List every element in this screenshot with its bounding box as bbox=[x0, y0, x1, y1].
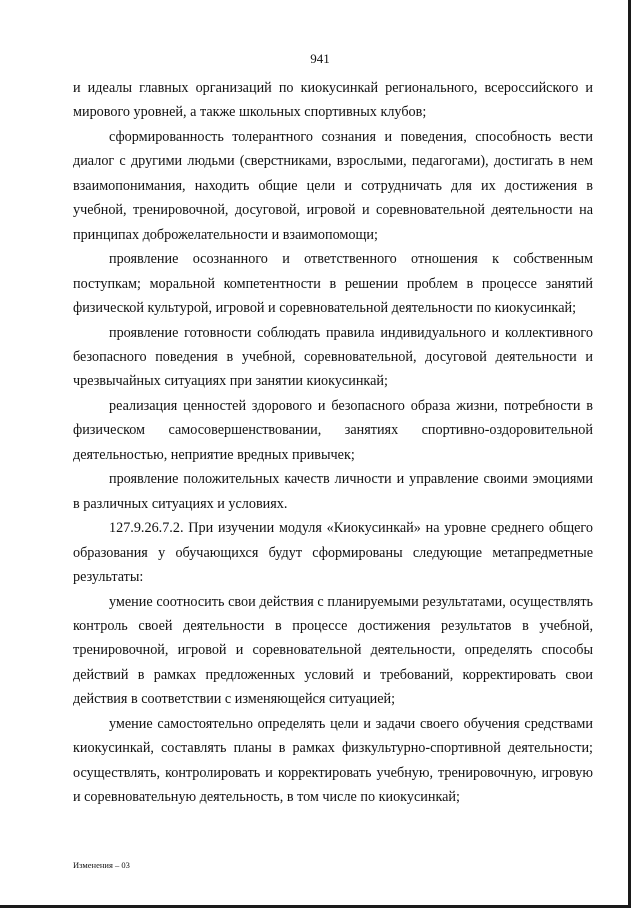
footer-revision: Изменения – 03 bbox=[73, 860, 130, 870]
paragraph: проявление готовности соблюдать правила индивидуального и коллективного безопасного поведения в учебной, соревновательной, досуговой деятельности и чрезвычайных ситуациях при занятии киокусинкай; bbox=[73, 324, 593, 390]
page-edge-right bbox=[628, 0, 631, 906]
page-number: 941 bbox=[310, 51, 330, 66]
paragraph: проявление осознанного и ответственного отношения к собственным поступкам; моральной компетентности в решении проблем в процессе занятий физической культурой, игровой и соревновательной деятельности по киокусинкай; bbox=[73, 251, 593, 317]
body-text bbox=[73, 76, 593, 810]
paragraph: умение соотносить свои действия с планируемыми результатами, осуществлять контроль своей деятельности в процессе достижения результатов в учебной, тренировочной, игровой и соревновательной деятельности, определять способы действий в рамках предложенных условий и требований, корректировать свои действия в соответствии с изменяющейся ситуацией; bbox=[73, 593, 593, 708]
paragraph: проявление положительных качеств личности и управление своими эмоциями в различных ситуациях и условиях. bbox=[73, 471, 593, 512]
paragraph: умение самостоятельно определять цели и задачи своего обучения средствами киокусинкай, составлять планы в рамках физкультурно-спортивной деятельности; осуществлять, контролировать и корректировать учебную, тренировочную, игровую и соревновательную деятельность, в том числе по киокусинкай; bbox=[73, 715, 593, 806]
paragraph: 127.9.26.7.2. При изучении модуля «Киокусинкай» на уровне среднего общего образования у обучающихся будут сформированы следующие метапредметные результаты: bbox=[73, 520, 593, 586]
paragraph: и идеалы главных организаций по киокусинкай регионального, всероссийского и мирового уровней, а также школьных спортивных клубов; bbox=[73, 80, 593, 121]
paragraph: сформированность толерантного сознания и поведения, способность вести диалог с другими людьми (сверстниками, взрослыми, педагогами), достигать в нем взаимопонимания, находить общие цели и сотрудничать для их достижения в учебной, тренировочной, досуговой, игровой и соревновательной деятельности на принципах доброжелательности и взаимопомощи; bbox=[73, 128, 593, 243]
page-edge-bottom bbox=[0, 905, 631, 908]
paragraph: реализация ценностей здорового и безопасного образа жизни, потребности в физическом самосовершенствовании, занятиях спортивно-оздоровительной деятельностью, неприятие вредных привычек; bbox=[73, 397, 593, 463]
